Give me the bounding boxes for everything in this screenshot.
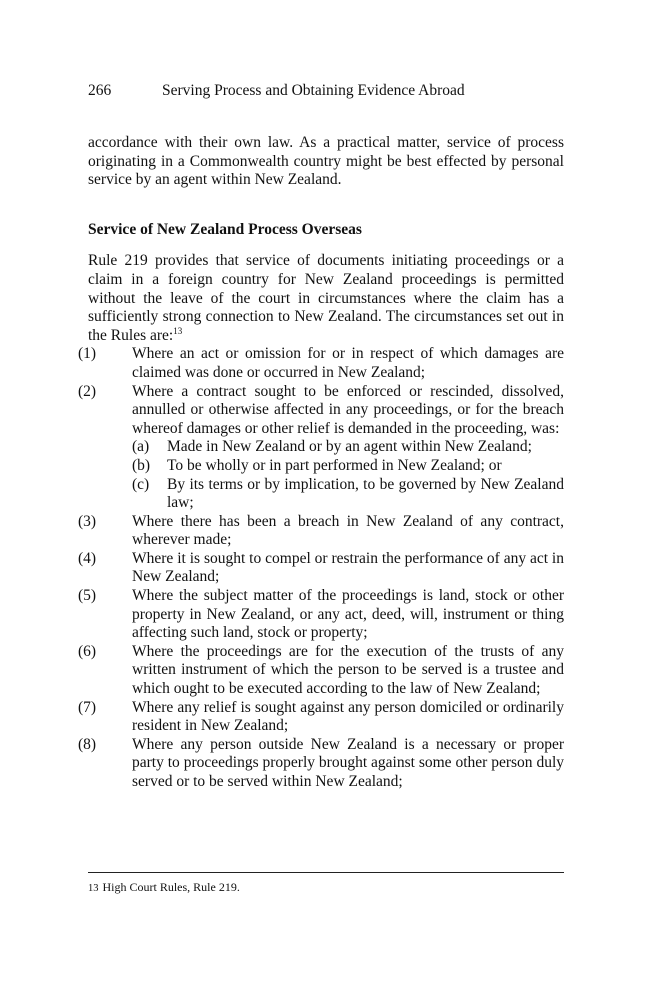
- list-item-number: (8): [78, 735, 97, 753]
- list-item: [78, 642, 564, 699]
- list-item: [78, 587, 564, 643]
- list-item: [78, 735, 564, 792]
- footnote-number: 13: [88, 883, 99, 894]
- body-text: [78, 134, 564, 792]
- sub-list-item: [132, 457, 564, 476]
- list-item-number: (5): [78, 587, 97, 605]
- sub-item-letter: (a): [132, 438, 150, 456]
- sub-item-letter: (b): [132, 456, 151, 474]
- list-item-text: Where any person outside New Zealand is a necessary or proper party to proceedings properly brought against some other person duly served or to be served within New Zealand;: [132, 735, 564, 790]
- list-item-text: Where the subject matter of the proceedings is land, stock or other property in New Zealand, or any act, deed, will, instrument or thing affecting such land, stock or property;: [132, 587, 564, 642]
- main-paragraph: [88, 252, 564, 345]
- sub-item-text: To be wholly or in part performed in New Zealand; or: [167, 456, 502, 474]
- sub-item-letter: (c): [132, 475, 150, 493]
- sub-list-item: [132, 476, 564, 513]
- list-item-number: (6): [78, 642, 97, 660]
- sub-item-text: Made in New Zealand or by an agent within New Zealand;: [167, 438, 532, 456]
- list-item-number: (1): [78, 345, 97, 363]
- list-item: [78, 512, 564, 550]
- running-header: [88, 80, 465, 102]
- running-title: Serving Process and Obtaining Evidence Abroad: [162, 82, 465, 99]
- list-item-text: Where it is sought to compel or restrain the performance of any act in New Zealand;: [132, 549, 564, 586]
- footnote-reference: 13: [173, 325, 183, 336]
- page-number: 266: [88, 82, 112, 99]
- sub-item-text: By its terms or by implication, to be governed by New Zealand law;: [167, 475, 564, 512]
- sub-list-item: [132, 438, 564, 457]
- list-item: [78, 345, 564, 382]
- list-item-text: Where a contract sought to be enforced or rescinded, dissolved, annulled or otherwise affected in any proceedings, or for the breach whereof damages or other relief is demanded in the proceeding, was:: [132, 382, 564, 437]
- section-heading: Service of New Zealand Process Overseas: [88, 220, 362, 238]
- list-item-number: (4): [78, 549, 97, 567]
- list-item-number: (2): [78, 382, 97, 400]
- list-item-text: Where any relief is sought against any person domiciled or ordinarily resident in New Zealand;: [132, 698, 564, 735]
- footnote-text: High Court Rules, Rule 219.: [102, 880, 240, 894]
- footnote: [88, 879, 240, 897]
- list-item-number: (3): [78, 512, 97, 530]
- list-item-number: (7): [78, 698, 97, 716]
- list-item-text: Where the proceedings are for the execution of the trusts of any written instrument of which the person to be served is a trustee and which ought to be executed according to the law of New Zealand;: [132, 642, 564, 698]
- footnote-divider: [88, 872, 564, 873]
- list-item-text: Where an act or omission for or in respect of which damages are claimed was done or occurred in New Zealand;: [132, 345, 564, 381]
- list-item: [78, 382, 564, 513]
- main-paragraph-text: Rule 219 provides that service of documents initiating proceedings or a claim in a foreign country for New Zealand proceedings is permitted without the leave of the court in circumstances where the claim has a sufficiently strong connection to New Zealand. The circumstances set out in the Rules are:: [88, 252, 564, 344]
- list-item: [78, 698, 564, 736]
- list-item-text: Where there has been a breach in New Zealand of any contract, wherever made;: [132, 512, 564, 549]
- intro-paragraph: accordance with their own law. As a practical matter, service of process originating in a Commonwealth country might be best effected by personal service by an agent within New Zealand.: [88, 134, 564, 189]
- list-item: [78, 549, 564, 587]
